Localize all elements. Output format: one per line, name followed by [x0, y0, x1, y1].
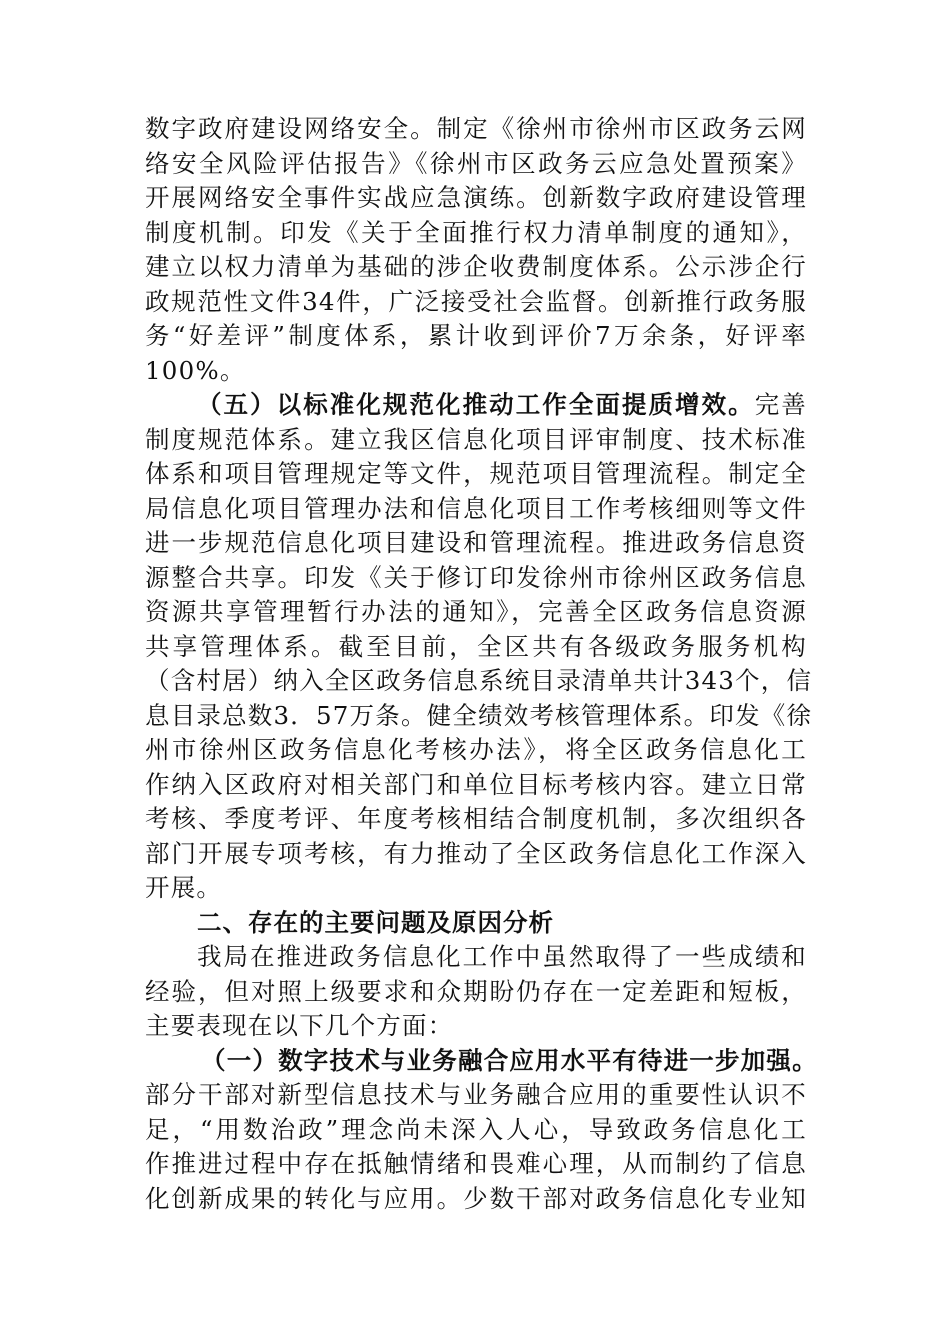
text-line: 制度机制。印发《关于全面推行权力清单制度的通知》， [145, 217, 807, 247]
text-fragment: 完善 [754, 390, 807, 419]
text-line: 我局在推进政务信息化工作中虽然取得了一些成绩和 [197, 942, 807, 971]
section-heading: 二、存在的主要问题及原因分析 [197, 907, 554, 937]
text-line: 制度规范体系。建立我区信息化项目评审制度、技术标准 [145, 424, 807, 454]
text-line: 数字政府建设网络安全。制定《徐州市徐州市区政务云网 [145, 114, 807, 143]
text-line: 资源共享管理暂行办法的通知》，完善全区政务信息资源 [145, 597, 807, 626]
text-line: 政规范性文件34件，广泛接受社会监督。创新推行政务服 [145, 286, 807, 316]
paragraph-problems-intro [145, 940, 807, 1044]
text-line: 局信息化项目管理办法和信息化项目工作考核细则等文件 [145, 493, 807, 523]
text-line: 足，“用数治政”理念尚未深入人心，导致政务信息化工 [145, 1114, 807, 1144]
text-line: 经验，但对照上级要求和众期盼仍存在一定差距和短板， [145, 976, 807, 1006]
text-line: 开展。 [145, 873, 223, 902]
text-line: 100%。 [145, 355, 246, 385]
section-subheading: （五）以标准化规范化推动工作全面提质增效。 [197, 390, 755, 419]
text-line: 务“好差评”制度体系，累计收到评价7万余条，好评率 [145, 321, 807, 350]
text-line [145, 388, 807, 423]
text-line: 化创新成果的转化与应用。少数干部对政务信息化专业知 [145, 1183, 807, 1213]
paragraph-standardization [145, 388, 813, 906]
text-line: 州市徐州区政务信息化考核办法》，将全区政务信息化工 [145, 735, 807, 764]
text-line: （含村居）纳入全区政务信息系统目录清单共计343个，信 [145, 666, 813, 695]
section-subheading: （一）数字技术与业务融合应用水平有待进一步加强。 [201, 1045, 818, 1075]
text-line: 进一步规范信息化项目建设和管理流程。推进政务信息资 [145, 528, 807, 557]
document-body [145, 112, 818, 1216]
text-line: 主要表现在以下几个方面： [145, 1011, 454, 1040]
text-line: 作推进过程中存在抵触情绪和畏难心理，从而制约了信息 [145, 1149, 807, 1178]
text-line: 息目录总数3．57万条。健全绩效考核管理体系。印发《徐 [145, 700, 813, 730]
text-line: 开展网络安全事件实战应急演练。创新数字政府建设管理 [145, 183, 807, 212]
text-line: 源整合共享。印发《关于修订印发徐州市徐州区政务信息 [145, 562, 807, 592]
text-line: 体系和项目管理规定等文件，规范项目管理流程。制定全 [145, 459, 807, 488]
text-line: 考核、季度考评、年度考核相结合制度机制，多次组织各 [145, 804, 807, 833]
text-line: 部门开展专项考核，有力推动了全区政务信息化工作深入 [145, 838, 807, 868]
text-line: 部分干部对新型信息技术与业务融合应用的重要性认识不 [145, 1080, 807, 1109]
text-line: 共享管理体系。截至目前，全区共有各级政务服务机构 [145, 631, 807, 661]
paragraph-network-security [145, 112, 807, 388]
text-line: 作纳入区政府对相关部门和单位目标考核内容。建立日常 [145, 769, 807, 799]
text-line: 络安全风险评估报告》《徐州市区政务云应急处置预案》 [145, 148, 807, 178]
text-line: 建立以权力清单为基础的涉企收费制度体系。公示涉企行 [145, 252, 807, 281]
paragraph-digital-integration [145, 1044, 818, 1217]
